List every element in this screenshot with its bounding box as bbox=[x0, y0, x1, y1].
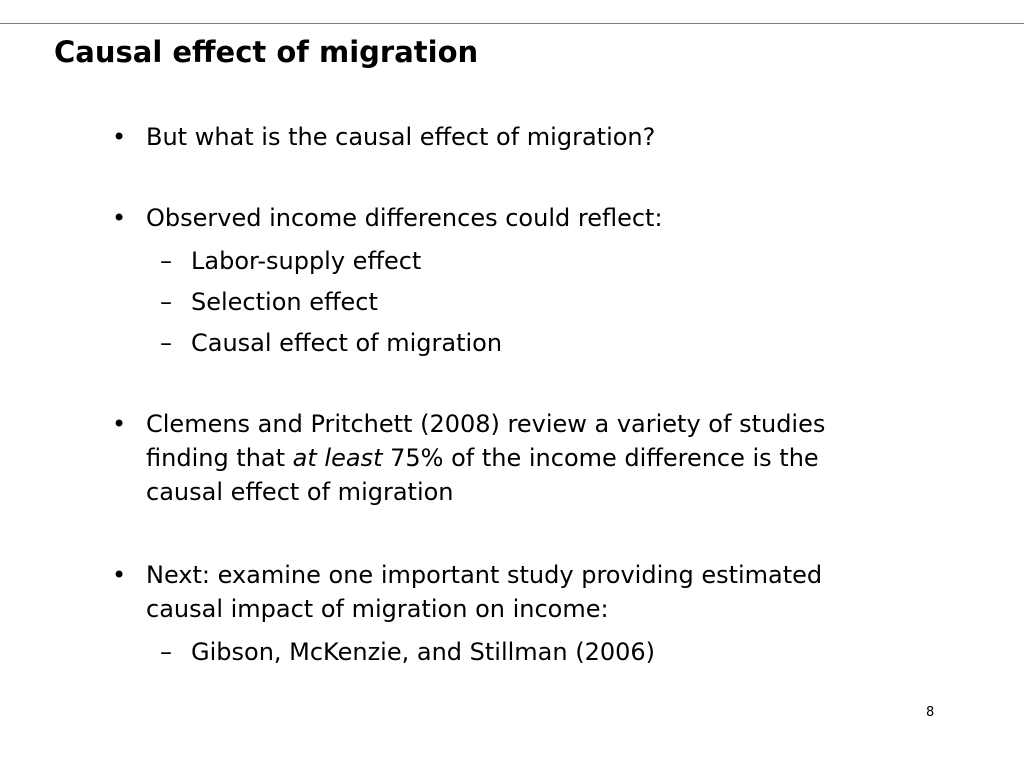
bullet-text: But what is the causal effect of migration? bbox=[146, 123, 656, 151]
bullet-marker: • bbox=[112, 204, 127, 232]
sub-bullet-marker: – bbox=[160, 638, 172, 666]
sub-bullet-item bbox=[146, 282, 866, 323]
sub-bullet-marker: – bbox=[160, 247, 172, 275]
page-number: 8 bbox=[926, 705, 935, 720]
bullet-item bbox=[112, 201, 866, 364]
sub-bullet-item bbox=[146, 323, 866, 364]
sub-bullet-text: Causal effect of migration bbox=[191, 329, 503, 357]
sub-bullet-item bbox=[146, 632, 866, 673]
sub-bullet-text: Gibson, McKenzie, and Stillman (2006) bbox=[191, 638, 656, 666]
bullet-text-emphasis: at least bbox=[292, 444, 383, 472]
bullet-text: Next: examine one important study providing estimated causal impact of migration on income: bbox=[146, 561, 823, 623]
bullet-item bbox=[112, 407, 866, 509]
sub-bullet-marker: – bbox=[160, 329, 172, 357]
sub-bullet-list bbox=[146, 241, 866, 364]
sub-bullet-marker: – bbox=[160, 288, 172, 316]
sub-bullet-list bbox=[146, 632, 866, 673]
bullet-marker: • bbox=[112, 410, 127, 438]
bullet-item bbox=[112, 558, 866, 673]
bullet-text-end: 75% of the income difference is the causal effect of migration bbox=[146, 444, 819, 506]
slide-title: Causal effect of migration bbox=[54, 35, 479, 69]
bullet-text bbox=[146, 410, 825, 506]
sub-bullet-text: Labor-supply effect bbox=[191, 247, 422, 275]
bullet-marker: • bbox=[112, 561, 127, 589]
bullet-text: Observed income differences could reflect: bbox=[146, 204, 663, 232]
bullet-marker: • bbox=[112, 123, 127, 151]
sub-bullet-text: Selection effect bbox=[191, 288, 378, 316]
bullet-text-start: Clemens and Pritchett (2008) review a variety of studies finding that bbox=[146, 410, 826, 472]
bullet-item bbox=[112, 120, 866, 154]
sub-bullet-item bbox=[146, 241, 866, 282]
